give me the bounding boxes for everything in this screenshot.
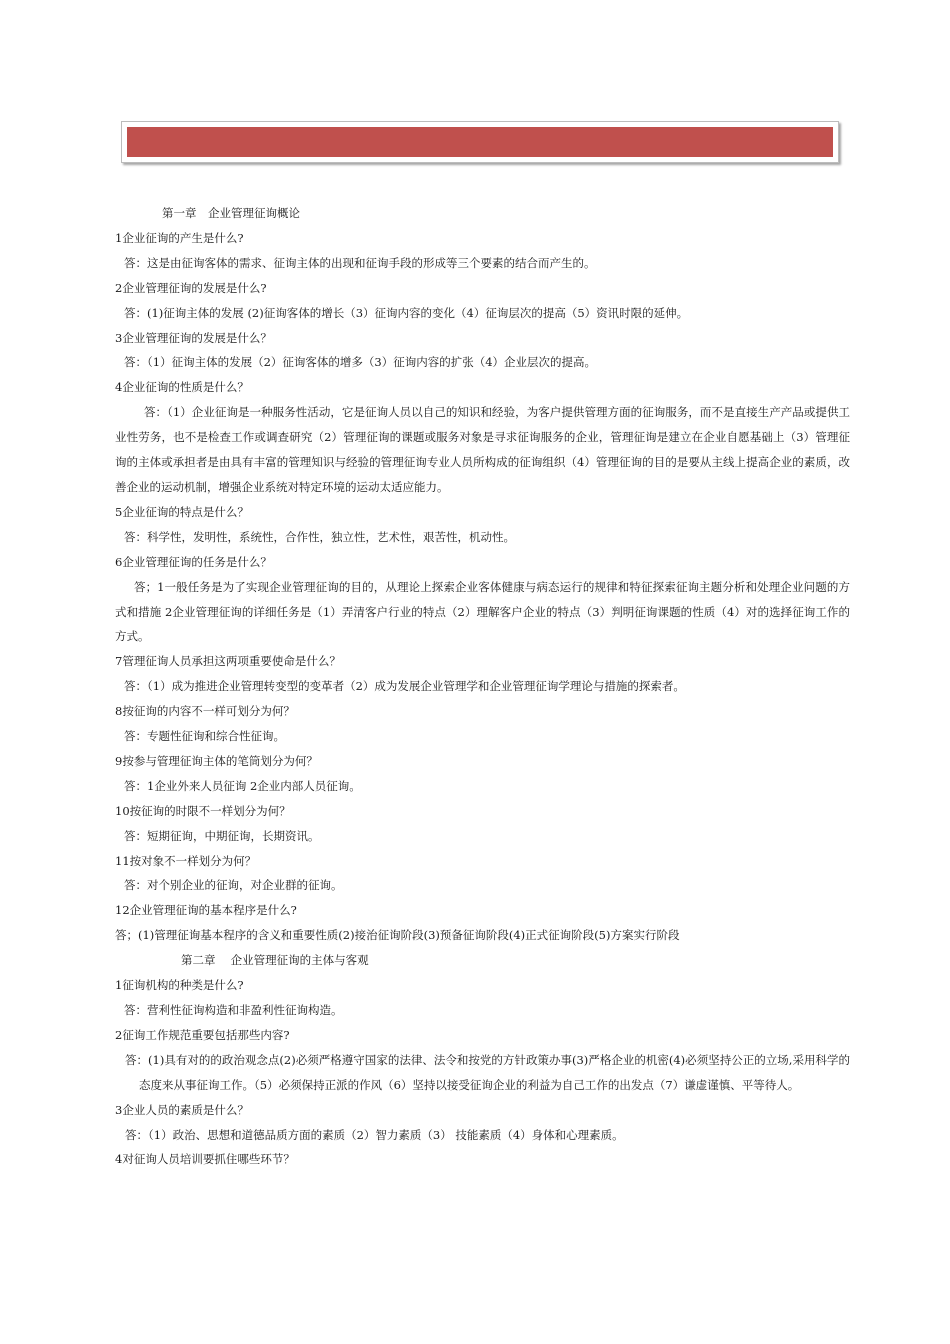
question-9: 9按参与管理征询主体的笔筒划分为何？ (115, 753, 318, 768)
answer-2: 答：(1)征询主体的发展 (2)征询客体的增长（3）征询内容的变化（4）征询层次的提高（5）资讯时限的延伸。 (124, 305, 689, 320)
chapter-2-answer-3: 答：（1）政治、思想和道德品质方面的素质（2）智力素质（3） 技能素质（4）身体和心理素质。 (125, 1127, 624, 1142)
answer-5: 答：科学性，发明性，系统性，合作性，独立性，艺术性，艰苦性，机动性。 (124, 529, 515, 544)
answer-4: 答：（1）企业征询是一种服务性活动，它是征询人员以自己的知识和经验，为客户提供管理方面的征询服务，而不是直接生产产品或提供工业性劳务，也不是检查工作或调查研究（2）管理征询的课题或服务对象是寻求征询服务的企业，管理征询是建立在企业自愿基础上（3）管理征询的主体或承担者是由具有丰富的管理知识与经验的管理征询专业人员所构成的征询组织（4）管理征询的目的是要从主线上提高企业的素质，改善企业的运动机制，增强企业系统对特定环境的运动太适应能力。 (115, 405, 850, 494)
question-6: 6企业管理征询的任务是什么？ (115, 554, 272, 569)
answer-7: 答：（1）成为推进企业管理转变型的变革者（2）成为发展企业管理学和企业管理征询学理论与措施的探索者。 (124, 679, 685, 694)
chapter-2-question-3: 3企业人员的素质是什么？ (115, 1102, 249, 1117)
answer-3: 答：（1）征询主体的发展（2）征询客体的增多（3）征询内容的扩张（4）企业层次的提高。 (124, 355, 597, 370)
chapter-2-question-1: 1征询机构的种类是什么? (115, 978, 244, 993)
chapter-1-title: 第一章 企业管理征询概论 (162, 206, 300, 220)
question-8: 8按征询的内容不一样可划分为何？ (115, 704, 295, 719)
question-1: 1企业征询的产生是什么? (115, 230, 244, 245)
header-banner (121, 121, 839, 163)
answer-11: 答：对个别企业的征询，对企业群的征询。 (124, 878, 343, 893)
chapter-2-question-4: 4对征询人员培训要抓住哪些环节？ (115, 1152, 295, 1167)
question-5: 5企业征询的特点是什么？ (115, 504, 249, 519)
question-10: 10按征询的时限不一样划分为何？ (115, 803, 291, 818)
answer-1: 答：这是由征询客体的需求、征询主体的出现和征询手段的形成等三个要素的结合而产生的。 (124, 255, 596, 270)
answer-9: 答：1企业外来人员征询 2企业内部人员征询。 (124, 778, 361, 793)
question-2: 2企业管理征询的发展是什么? (115, 280, 267, 295)
document-body (115, 201, 850, 1172)
chapter-2-title: 第二章 企业管理征询的主体与客观 (181, 953, 369, 968)
chapter-2-answer-1: 答：营利性征询构造和非盈利性征询构造。 (124, 1003, 343, 1017)
question-3: 3企业管理征询的发展是什么？ (115, 330, 272, 345)
question-11: 11按对象不一样划分为何？ (115, 853, 257, 868)
chapter-2-question-2: 2征询工作规范重要包括那些内容? (115, 1027, 290, 1042)
question-12: 12企业管理征询的基本程序是什么? (115, 903, 297, 918)
answer-10: 答：短期征询，中期征询，长期资讯。 (124, 828, 320, 843)
answer-6: 答；1一般任务是为了实现企业管理征询的目的，从理论上探索企业客体健康与病态运行的规律和特征探索征询主题分析和处理企业问题的方式和措施 2企业管理征询的详细任务是（1）弄清客户行业的特点（2）理解客户企业的特点（3）判明征询课题的性质（4）对的选择征询工作的方式。 (115, 579, 850, 644)
header-banner-fill (127, 127, 833, 157)
answer-8: 答：专题性征询和综合性征询。 (124, 729, 285, 744)
answer-12: 答；(1)管理征询基本程序的含义和重要性质(2)接治征询阶段(3)预备征询阶段(4)正式征询阶段(5)方案实行阶段 (115, 928, 680, 943)
chapter-2-answer-2: 答：(1)具有对的的政治观念点(2)必须严格遵守国家的法律、法令和按党的方针政策办事(3)严格企业的机密(4)必须坚持公正的立场,采用科学的态度来从事征询工作。（5）必须保持正派的作风（6）坚持以接受征询企业的利益为自己工作的出发点（7）谦虚谨慎、平等待人。 (125, 1052, 850, 1092)
question-7: 7管理征询人员承担这两项重要使命是什么？ (115, 654, 341, 669)
question-4: 4企业征询的性质是什么？ (115, 380, 249, 395)
